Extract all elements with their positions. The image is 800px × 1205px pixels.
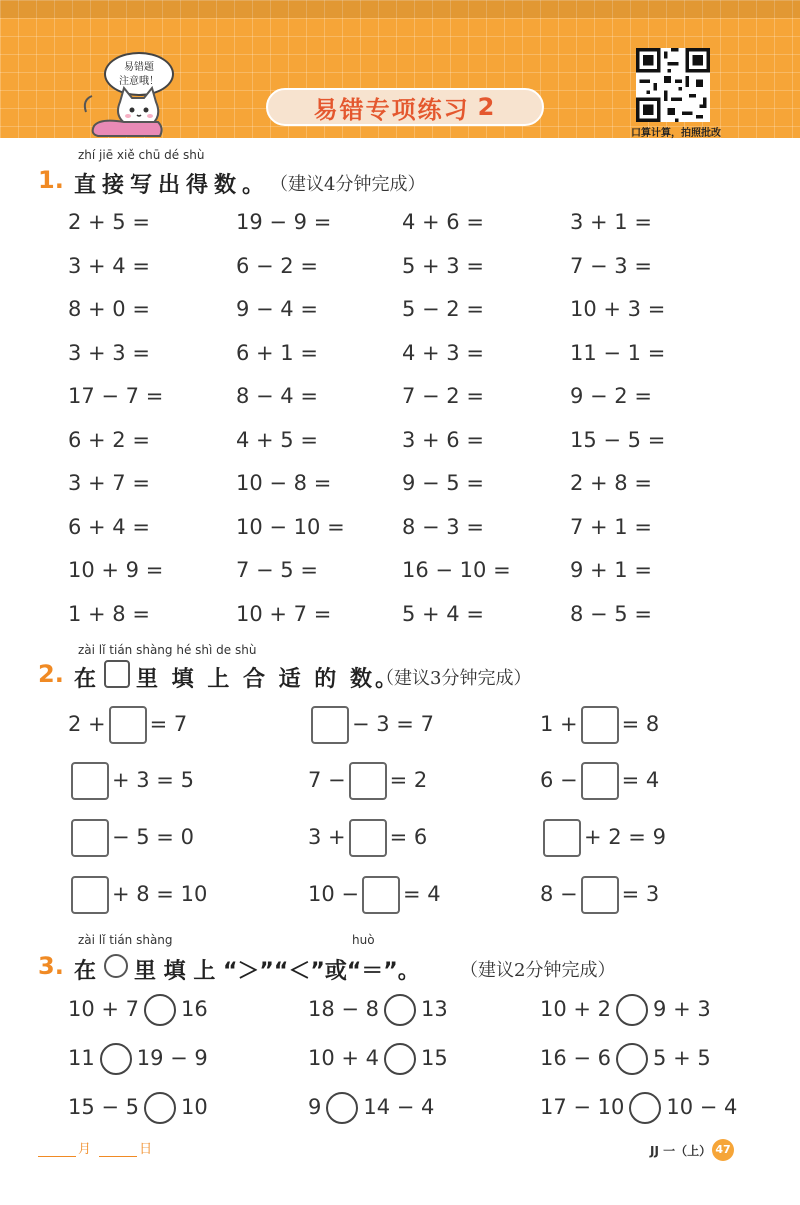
answer-circle[interactable] xyxy=(629,1092,661,1124)
qr-caption: 口算计算，拍照批改 xyxy=(631,128,721,139)
problem: 3 + 4 = xyxy=(68,253,150,278)
compare-left: 18 − 8 xyxy=(308,997,380,1021)
section-2-number: 2. xyxy=(38,660,64,688)
problem: 3 + 6 = xyxy=(402,427,484,452)
section-2-title-post: 里 填 上 合 适 的 数。 xyxy=(136,667,400,692)
compare-right: 9 + 3 xyxy=(653,997,711,1021)
compare-right: 13 xyxy=(421,997,448,1021)
section-1-hint: （建议4分钟完成） xyxy=(270,174,426,195)
day-blank[interactable] xyxy=(99,1156,137,1157)
compare-left: 10 + 4 xyxy=(308,1046,380,1070)
qr-code-icon[interactable] xyxy=(636,48,710,122)
problem: 10 + 3 = xyxy=(570,297,666,321)
answer-box[interactable] xyxy=(349,762,387,800)
problem: 10 + 9 = xyxy=(68,558,164,582)
section-3-hint: （建议2分钟完成） xyxy=(460,960,616,981)
problem: 9 − 2 = xyxy=(570,384,652,408)
title-circle-icon xyxy=(104,954,128,978)
problem: 7 − 2 = xyxy=(402,384,484,408)
compare-right: 10 xyxy=(181,1095,208,1119)
answer-circle[interactable] xyxy=(100,1043,132,1075)
problem-right: − 5 = 0 xyxy=(112,825,194,849)
problem: 4 + 3 = xyxy=(402,340,484,365)
date-fill xyxy=(38,1138,152,1157)
box-problem xyxy=(540,762,659,800)
page-title-number: 2 xyxy=(477,93,497,121)
answer-box[interactable] xyxy=(71,762,109,800)
problem: 9 − 5 = xyxy=(402,471,484,495)
problem-left: 3 + xyxy=(308,825,346,849)
compare-right: 19 − 9 xyxy=(136,1046,208,1070)
section-3-pinyin-huo: huò xyxy=(352,933,375,947)
problem: 3 + 7 = xyxy=(68,471,150,495)
compare-problem xyxy=(540,1043,711,1075)
problem: 6 + 4 = xyxy=(68,514,150,539)
bubble-line-1: 易错题 xyxy=(124,62,154,73)
compare-problem xyxy=(540,994,711,1026)
compare-left: 9 xyxy=(308,1095,322,1119)
box-problem xyxy=(68,819,194,857)
compare-problem xyxy=(68,1043,208,1075)
problem: 5 − 2 = xyxy=(402,297,484,321)
page-number: 47 xyxy=(712,1139,734,1161)
answer-box[interactable] xyxy=(362,876,400,914)
problem-left: 6 − xyxy=(540,768,578,792)
problem: 9 + 1 = xyxy=(570,558,652,582)
problem: 17 − 7 = xyxy=(68,384,164,408)
cat-mascot-icon xyxy=(80,82,170,138)
problem: 5 + 4 = xyxy=(402,601,484,626)
answer-circle[interactable] xyxy=(326,1092,358,1124)
problem: 7 + 1 = xyxy=(570,514,652,539)
answer-circle[interactable] xyxy=(616,994,648,1026)
problem-right: − 3 = 7 xyxy=(352,712,434,736)
answer-circle[interactable] xyxy=(384,1043,416,1075)
problem-left: 7 − xyxy=(308,768,346,792)
problem: 15 − 5 = xyxy=(570,427,666,452)
box-problem xyxy=(308,706,434,744)
problem: 3 + 1 = xyxy=(570,210,652,234)
answer-circle[interactable] xyxy=(616,1043,648,1075)
problem: 7 − 3 = xyxy=(570,253,652,278)
problem: 8 − 4 = xyxy=(236,384,318,408)
compare-problem xyxy=(540,1092,737,1124)
compare-right: 15 xyxy=(421,1046,448,1070)
compare-problem xyxy=(308,994,448,1026)
box-problem xyxy=(68,762,194,800)
compare-left: 11 xyxy=(68,1046,95,1070)
month-label: 月 xyxy=(78,1142,92,1157)
problem: 1 + 8 = xyxy=(68,601,150,626)
box-problem xyxy=(308,876,441,914)
problem: 10 − 8 = xyxy=(236,471,332,495)
compare-problem xyxy=(68,994,208,1026)
problem: 16 − 10 = xyxy=(402,558,511,582)
problem: 7 − 5 = xyxy=(236,558,318,582)
box-problem xyxy=(540,819,666,857)
header-top-strip xyxy=(0,0,800,18)
answer-box[interactable] xyxy=(581,762,619,800)
section-3-title-post: 里 填 上 “＞”“＜”或“＝”。 xyxy=(134,959,420,984)
problem: 4 + 6 = xyxy=(402,210,484,234)
month-blank[interactable] xyxy=(38,1156,76,1157)
problem: 6 + 2 = xyxy=(68,427,150,452)
problem-left: 8 − xyxy=(540,882,578,906)
answer-circle[interactable] xyxy=(144,1092,176,1124)
bubble-line-2: 注意哦！ xyxy=(119,76,159,87)
box-problem xyxy=(540,876,659,914)
problem-right: = 6 xyxy=(389,825,428,849)
answer-box[interactable] xyxy=(543,819,581,857)
problem: 2 + 5 = xyxy=(68,210,150,234)
section-1-pinyin: zhí jiē xiě chū dé shù xyxy=(78,148,205,162)
problem-right: + 2 = 9 xyxy=(584,825,666,849)
answer-box[interactable] xyxy=(71,876,109,914)
problem: 6 + 1 = xyxy=(236,340,318,365)
problem-right: = 2 xyxy=(389,768,428,792)
compare-right: 10 − 4 xyxy=(666,1095,738,1119)
problem: 8 − 3 = xyxy=(402,514,484,539)
box-problem xyxy=(68,876,207,914)
problem-right: = 3 xyxy=(621,882,660,906)
section-2-hint: （建议3分钟完成） xyxy=(376,668,532,689)
box-problem xyxy=(308,762,427,800)
problem: 11 − 1 = xyxy=(570,340,666,365)
problem: 19 − 9 = xyxy=(236,210,332,234)
section-3-pinyin: zài lǐ tián shàng xyxy=(78,933,173,947)
compare-left: 15 − 5 xyxy=(68,1095,140,1119)
compare-left: 16 − 6 xyxy=(540,1046,612,1070)
problem: 6 − 2 = xyxy=(236,253,318,278)
compare-right: 16 xyxy=(181,997,208,1021)
compare-left: 10 + 7 xyxy=(68,997,140,1021)
problem: 10 − 10 = xyxy=(236,514,345,539)
problem: 9 − 4 = xyxy=(236,297,318,321)
section-3-number: 3. xyxy=(38,952,64,980)
section-2-title-pre: 在 xyxy=(74,667,97,692)
section-2-pinyin: zài lǐ tián shàng hé shì de shù xyxy=(78,643,257,657)
compare-problem xyxy=(308,1043,448,1075)
problem: 4 + 5 = xyxy=(236,427,318,452)
box-problem xyxy=(68,706,187,744)
answer-box[interactable] xyxy=(311,706,349,744)
problem: 5 + 3 = xyxy=(402,253,484,278)
page-title-text: 易错专项练习 xyxy=(313,95,470,124)
day-label: 日 xyxy=(139,1142,153,1157)
title-box-icon xyxy=(104,660,130,688)
compare-left: 17 − 10 xyxy=(540,1095,625,1119)
answer-box[interactable] xyxy=(109,706,147,744)
answer-box[interactable] xyxy=(581,876,619,914)
problem-right: = 4 xyxy=(621,768,660,792)
section-3-title-pre: 在 xyxy=(74,959,97,984)
box-problem xyxy=(540,706,659,744)
problem-left: 10 − xyxy=(308,882,359,906)
problem-right: = 4 xyxy=(403,882,441,906)
answer-circle[interactable] xyxy=(144,994,176,1026)
problem-left: 1 + xyxy=(540,712,578,736)
compare-problem xyxy=(308,1092,434,1124)
page-header xyxy=(0,0,800,138)
page-title xyxy=(268,90,542,124)
compare-left: 10 + 2 xyxy=(540,997,612,1021)
box-problem xyxy=(308,819,427,857)
problem: 8 + 0 = xyxy=(68,297,150,321)
book-label: JJ 一（上） xyxy=(650,1144,712,1158)
answer-box[interactable] xyxy=(581,706,619,744)
problem: 3 + 3 = xyxy=(68,340,150,365)
compare-right: 14 − 4 xyxy=(363,1095,435,1119)
compare-right: 5 + 5 xyxy=(653,1046,711,1070)
problem: 8 − 5 = xyxy=(570,601,652,626)
compare-problem xyxy=(68,1092,208,1124)
answer-box[interactable] xyxy=(349,819,387,857)
problem-left: 2 + xyxy=(68,712,106,736)
title-banner xyxy=(266,88,544,126)
section-1-title: 直接写出得数。 xyxy=(74,173,271,198)
problem-right: = 8 xyxy=(621,712,660,736)
problem-right: = 7 xyxy=(149,712,188,736)
answer-circle[interactable] xyxy=(384,994,416,1026)
problem: 2 + 8 = xyxy=(570,471,652,495)
section-1-number: 1. xyxy=(38,166,64,194)
problem: 10 + 7 = xyxy=(236,601,332,626)
problem-right: + 3 = 5 xyxy=(112,768,194,792)
answer-box[interactable] xyxy=(71,819,109,857)
problem-right: + 8 = 10 xyxy=(112,882,208,906)
